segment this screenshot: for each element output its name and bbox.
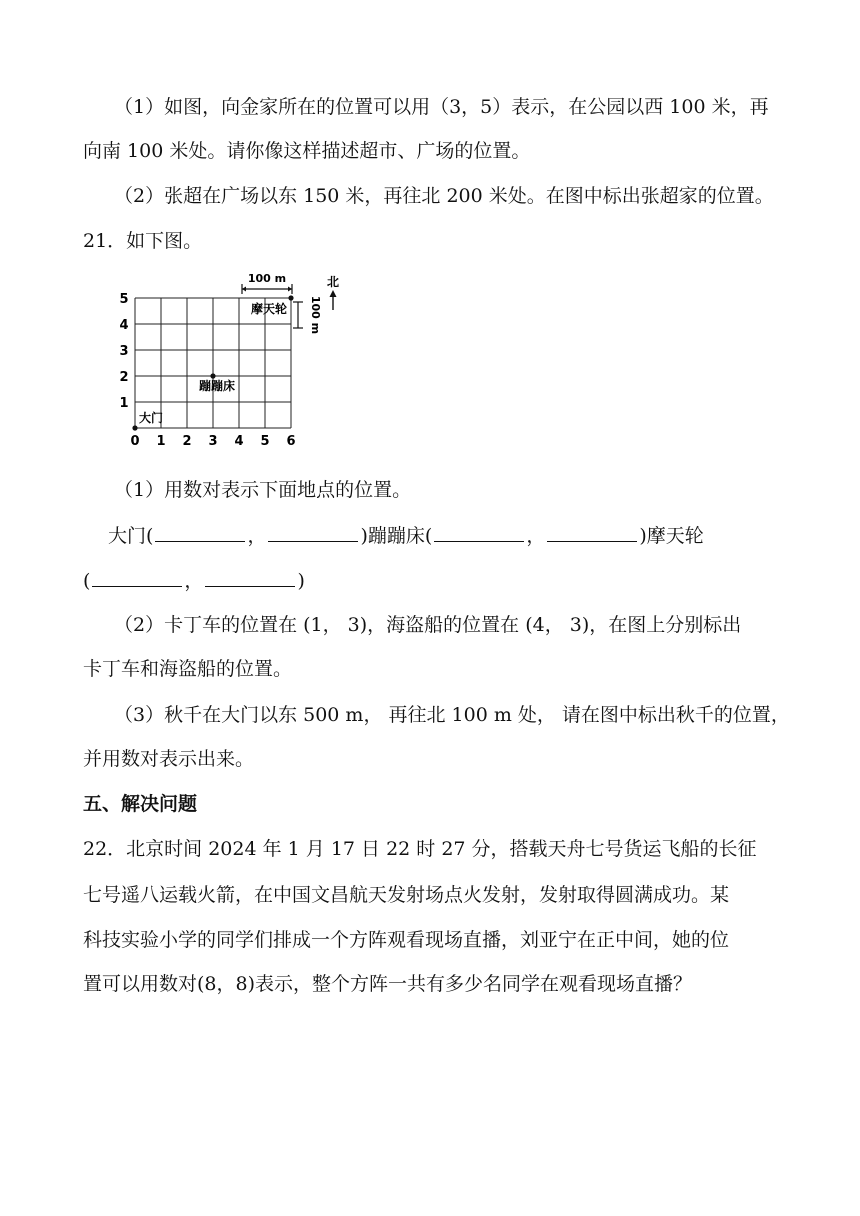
place-point: [288, 295, 293, 300]
gate-label: 大门: [108, 525, 147, 547]
q20-part2: （2）张超在广场以东 150 米，再往北 200 米处。在图中标出张超家的位置。: [114, 185, 774, 207]
comma: ，: [247, 525, 267, 547]
paren-close: ): [297, 570, 305, 592]
place-point: [132, 425, 137, 430]
x-tick-label: 4: [234, 434, 244, 449]
q21-answer-row2: [83, 566, 820, 595]
q20-part1-line1: （1）如图，向金家所在的位置可以用（3，5）表示，在公园以西 100 米，再: [114, 96, 769, 118]
section-heading: 五、解决问题: [83, 793, 198, 815]
ferris-label: 摩天轮: [646, 525, 704, 547]
gate-x-blank[interactable]: [155, 521, 245, 542]
x-tick-label: 0: [130, 434, 140, 449]
comma: ，: [184, 570, 204, 592]
trampoline-y-blank[interactable]: [547, 521, 637, 542]
y-tick-label: 5: [119, 292, 129, 307]
paren-open: (: [83, 570, 91, 592]
coordinate-grid-figure: [112, 268, 352, 454]
q20-part1-line2: 向南 100 米处。请你像这样描述超市、广场的位置。: [83, 140, 531, 162]
trampoline-x-blank[interactable]: [434, 521, 524, 542]
y-tick-label: 3: [119, 344, 129, 359]
q21-answer-row1: [108, 521, 820, 550]
scale-x-label: 100 m: [247, 272, 287, 285]
x-tick-label: 5: [260, 434, 270, 449]
place-label: 蹦蹦床: [199, 379, 236, 393]
scale-y-label: 100 m: [309, 295, 322, 335]
q21-part1: （1）用数对表示下面地点的位置。: [114, 479, 412, 501]
north-arrow: [327, 275, 339, 310]
y-tick-label: 1: [119, 396, 129, 411]
paren-open: (: [424, 525, 433, 547]
paren-open: (: [146, 525, 154, 547]
q22-line3: 科技实验小学的同学们排成一个方阵观看现场直播，刘亚宁在正中间，她的位: [83, 929, 730, 951]
q21-part2-line2: 卡丁车和海盗船的位置。: [83, 658, 293, 680]
q22-line4: 置可以用数对(8，8)表示，整个方阵一共有多少名同学在观看现场直播？: [83, 973, 693, 995]
place-point: [210, 373, 215, 378]
place-label: 大门: [139, 411, 164, 425]
q22-line2: 七号遥八运载火箭，在中国文昌航天发射场点火发射，发射取得圆满成功。某: [83, 884, 730, 906]
x-tick-label: 3: [208, 434, 218, 449]
paren-close: ): [360, 525, 368, 547]
scale-bar-horizontal: [242, 272, 292, 294]
ferris-x-blank[interactable]: [92, 566, 182, 587]
q21-part3-line2: 并用数对表示出来。: [83, 748, 255, 770]
ferris-y-blank[interactable]: [205, 566, 295, 587]
q21-part3-line1: （3）秋千在大门以东 500 m， 再往北 100 m 处， 请在图中标出秋千的位置，: [114, 704, 790, 726]
y-tick-label: 2: [119, 370, 129, 385]
q22-line1: 22．北京时间 2024 年 1 月 17 日 22 时 27 分，搭载天舟七号货运飞船的长征: [83, 838, 757, 860]
x-tick-label: 6: [286, 434, 296, 449]
place-label: 摩天轮: [250, 302, 287, 316]
north-label: 北: [326, 275, 340, 289]
q21-part2-line1: （2）卡丁车的位置在 (1， 3)，海盗船的位置在 (4， 3)，在图上分别标出: [114, 614, 742, 636]
comma: ，: [526, 525, 546, 547]
grid-lines: [135, 298, 291, 428]
gate-y-blank[interactable]: [268, 521, 358, 542]
q21-title: 21．如下图。: [83, 230, 203, 252]
x-tick-label: 1: [156, 434, 166, 449]
y-tick-label: 4: [119, 318, 129, 333]
paren-close: ): [639, 525, 647, 547]
scale-bar-vertical: [293, 296, 322, 334]
x-tick-label: 2: [182, 434, 192, 449]
trampoline-label: 蹦蹦床: [367, 525, 425, 547]
